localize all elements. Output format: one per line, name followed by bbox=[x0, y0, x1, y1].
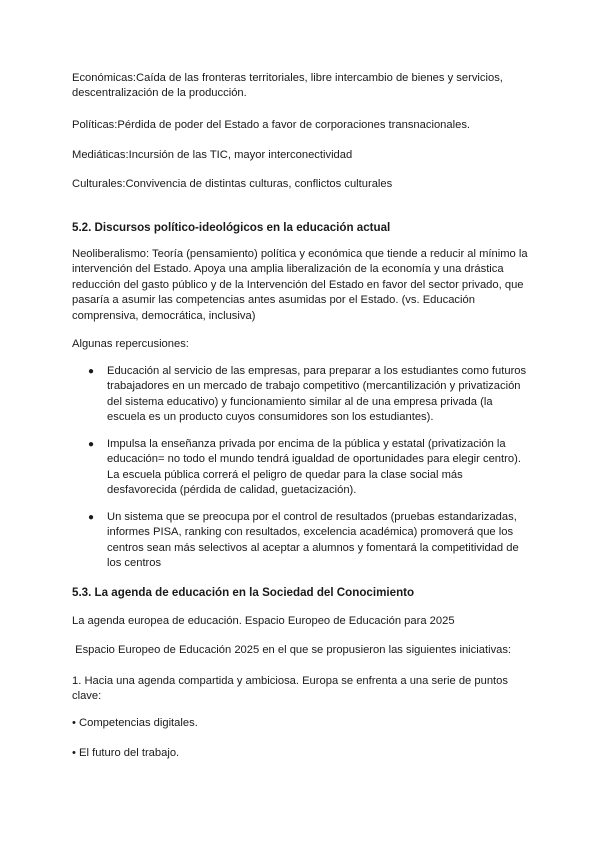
item1-paragraph: 1. Hacia una agenda compartida y ambiciosa. Europa se enfrenta a una serie de puntos clave: bbox=[72, 675, 508, 703]
neoliberalismo-paragraph: Neoliberalismo: Teoría (pensamiento) política y económica que tiende a reducir al mínimo la intervención del Estado. Apoya una amplia liberalización de la economía y una drástica reducción del gasto público y de la Intervención del Estado en favor del sector privado, que pasaría a asumir las competencias antes asumidas por el Estado. (vs. Educación comprensiva, democrática, inclusiva) bbox=[72, 248, 528, 322]
competencias-paragraph: • Competencias digitales. bbox=[72, 717, 198, 729]
list-item bbox=[72, 437, 528, 499]
section-52-heading: 5.2. Discursos político-ideológicos en la educación actual bbox=[72, 221, 391, 234]
culturales-paragraph: Culturales:Convivencia de distintas culturas, conflictos culturales bbox=[72, 178, 393, 190]
list-item bbox=[72, 364, 528, 426]
bullet-icon: ● bbox=[88, 439, 95, 450]
agenda-paragraph: La agenda europea de educación. Espacio Europeo de Educación para 2025 bbox=[72, 615, 455, 627]
bullet-text: Impulsa la enseñanza privada por encima de la pública y estatal (privatización la educación= no todo el mundo tendrá igualdad de oportunidades para elegir centro). La escuela pública correrá el peligro de quedar para la clase social más desfavorecida (pérdida de calidad, guetacización). bbox=[107, 438, 521, 497]
bullet-list-3 bbox=[72, 510, 528, 572]
espacio-paragraph: Espacio Europeo de Educación 2025 en el que se propusieron las siguientes iniciativas: bbox=[72, 644, 512, 656]
politicas-paragraph: Políticas:Pérdida de poder del Estado a favor de corporaciones transnacionales. bbox=[72, 119, 471, 131]
repercusiones-label: Algunas repercusiones: bbox=[72, 338, 189, 350]
bullet-list-2 bbox=[72, 437, 528, 499]
futuro-paragraph: • El futuro del trabajo. bbox=[72, 747, 180, 759]
section-53-heading: 5.3. La agenda de educación en la Sociedad del Conocimiento bbox=[72, 586, 415, 599]
mediaticas-paragraph: Mediáticas:Incursión de las TIC, mayor interconectividad bbox=[72, 149, 353, 161]
bullet-icon: ● bbox=[88, 512, 95, 523]
bullet-list-1 bbox=[72, 364, 528, 426]
bullet-text: Un sistema que se preocupa por el control de resultados (pruebas estandarizadas, informes PISA, ranking con resultados, excelencia académica) promoverá que los centros sean más selectivos al aceptar a alumnos y fomentará la competitividad de los centros bbox=[107, 511, 519, 570]
list-item bbox=[72, 510, 528, 572]
bullet-text: Educación al servicio de las empresas, para preparar a los estudiantes como futuros trabajadores en un mercado de trabajo competitivo (mercantilización y privatización del sistema educativo) y funcionamiento similar al de una empresa privada (la escuela es un producto cuyos consumidores son los estudiantes). bbox=[107, 365, 527, 424]
bullet-icon: ● bbox=[88, 366, 95, 377]
economicas-paragraph: Económicas:Caída de las fronteras territoriales, libre intercambio de bienes y servicios, descentralización de la producción. bbox=[72, 72, 503, 100]
